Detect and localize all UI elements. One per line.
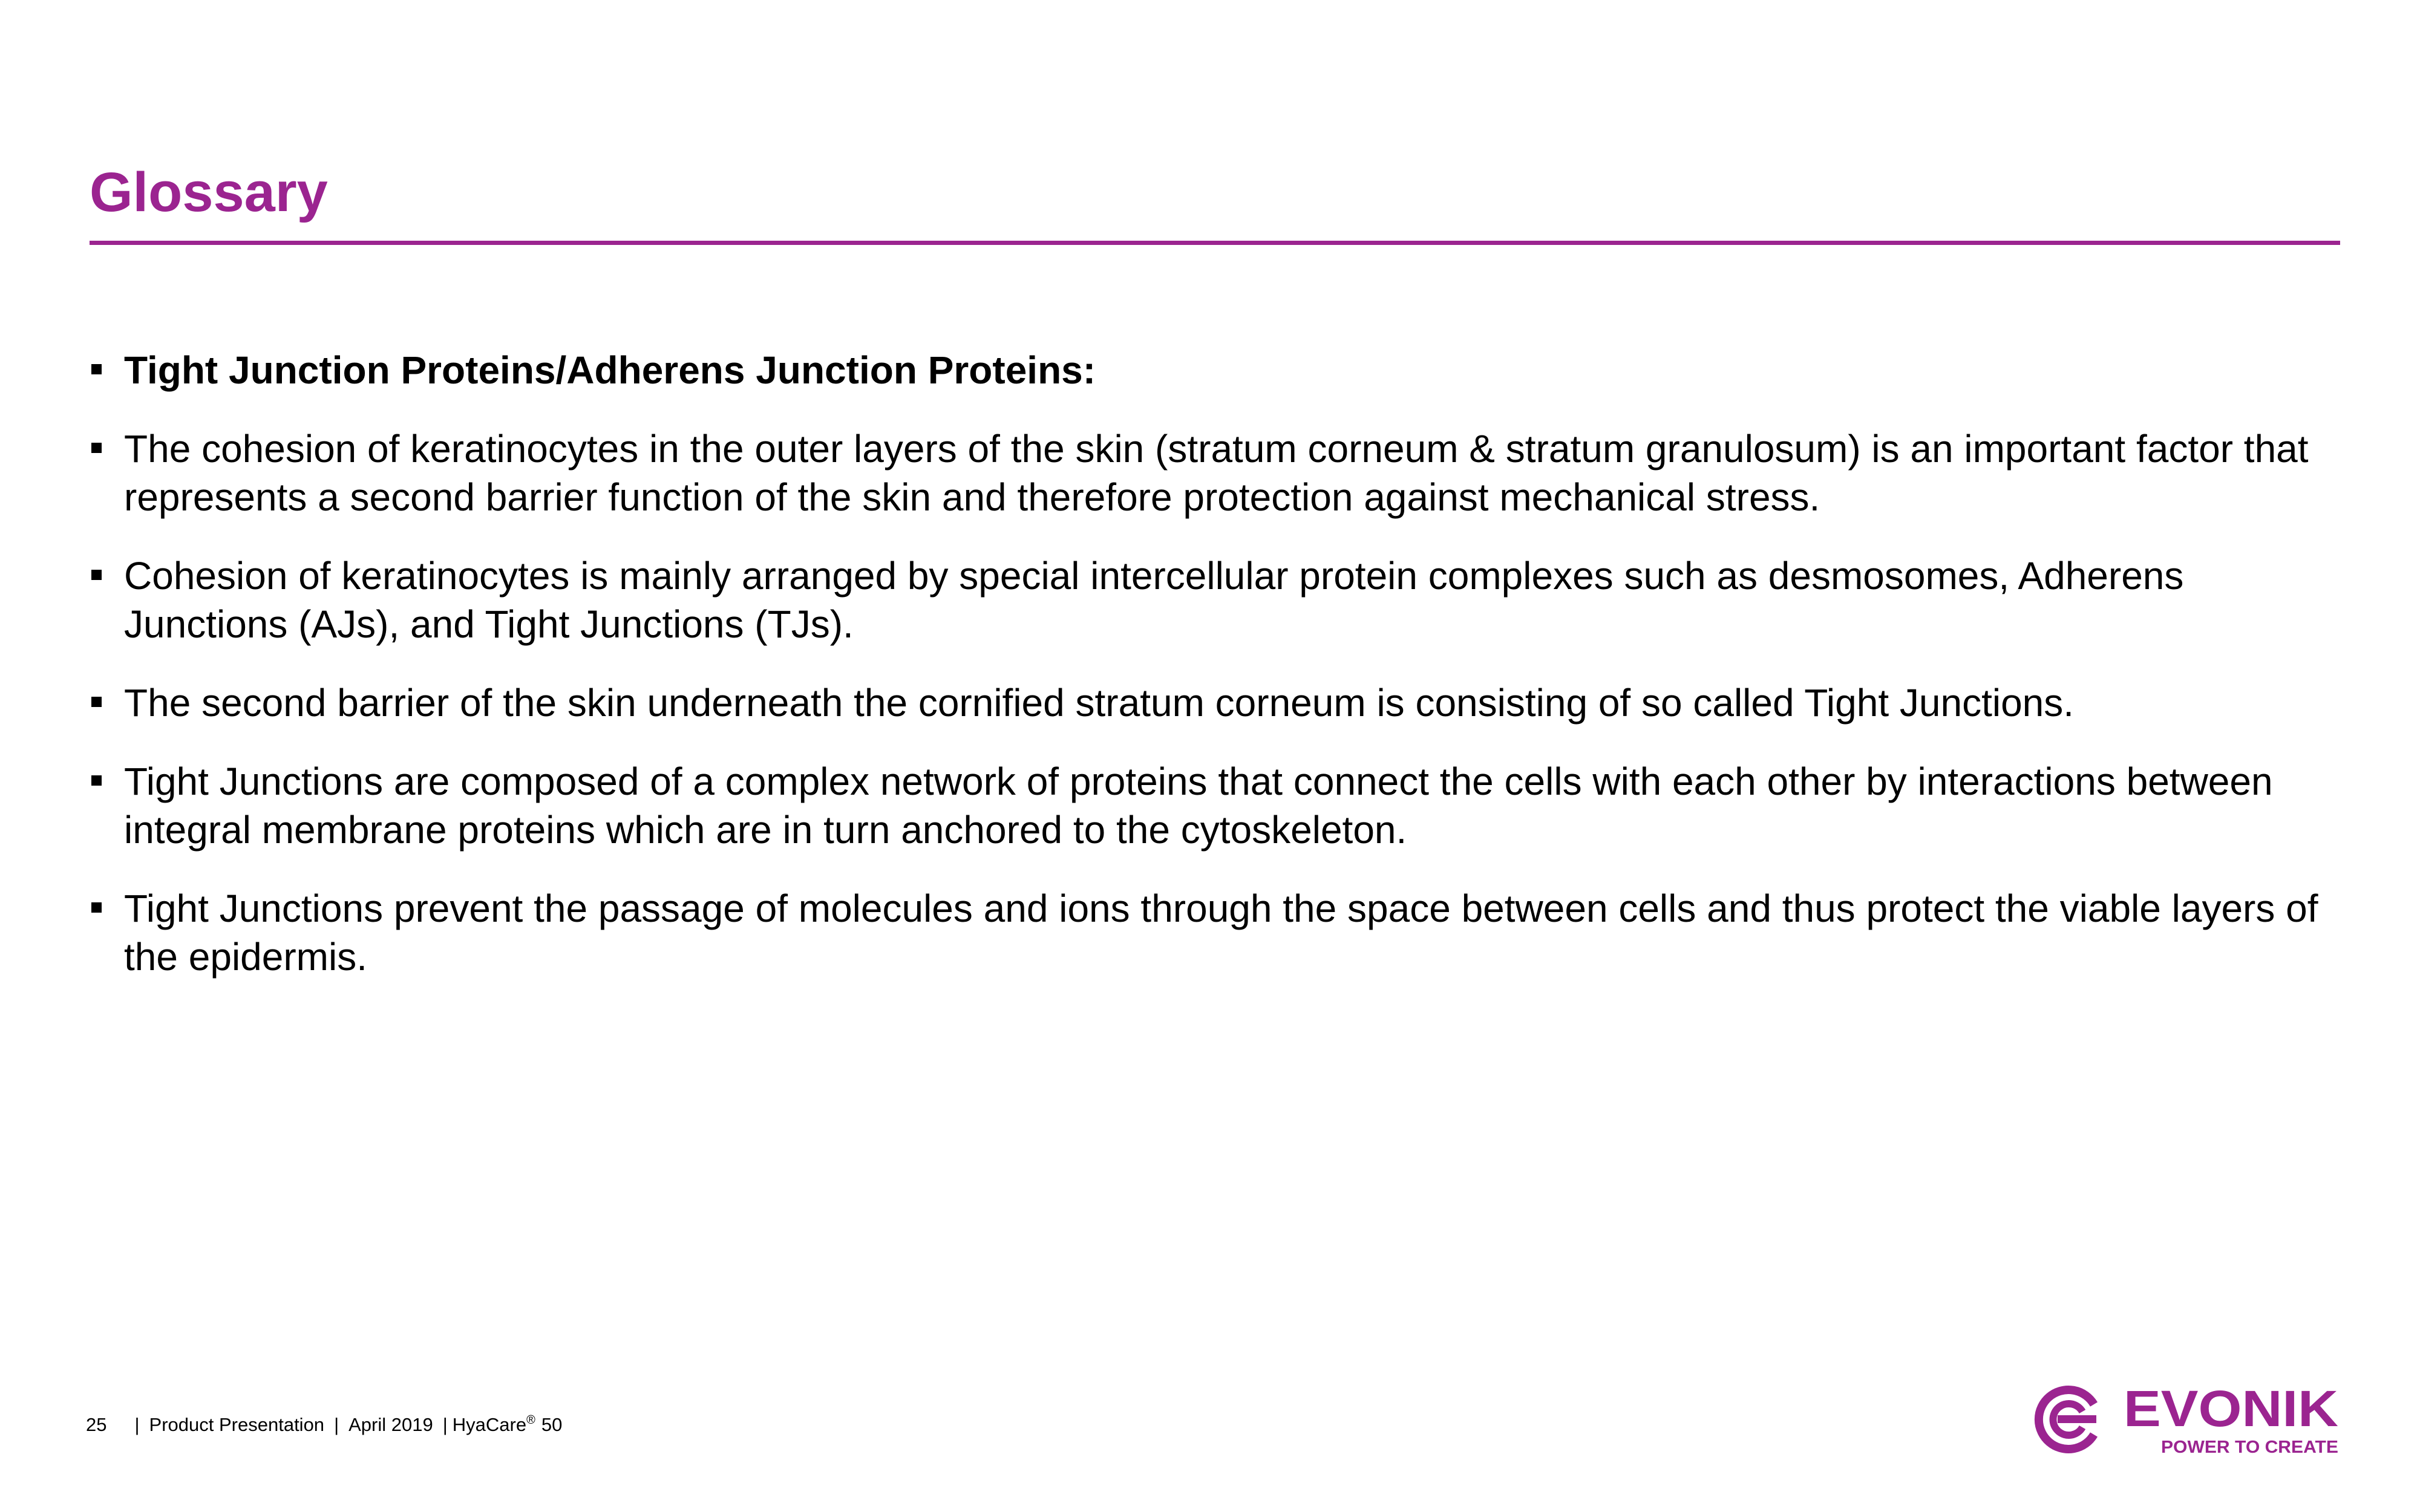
logo-tagline: POWER TO CREATE [2161,1438,2338,1457]
list-item [90,346,2340,394]
square-bullet-icon [91,443,102,453]
square-bullet-icon [91,902,102,913]
registered-mark: ® [526,1413,535,1427]
list-item [90,757,2340,854]
footer-separator: | [134,1414,140,1435]
list-item [90,425,2340,521]
footer-separator: | [442,1414,448,1435]
square-bullet-icon [91,364,102,374]
evonik-logo-icon [2039,1390,2096,1449]
page-number: 25 [86,1414,107,1435]
footer-product: HyaCare [452,1414,527,1435]
footer-product-suffix: 50 [541,1414,563,1435]
footer-date: April 2019 [348,1414,433,1435]
bullet-list [90,346,2340,1011]
bullet-text: Tight Junctions prevent the passage of molecules and ions through the space between cells and thus protect the viable layers of the epidermis. [124,887,2318,979]
bullet-text: The cohesion of keratinocytes in the outer layers of the skin (stratum corneum & stratum granulosum) is an important factor that represents a second barrier function of the skin and therefore protection against mechanical stress. [124,427,2309,519]
footer [86,1414,562,1436]
list-item [90,552,2340,648]
bullet-text: Tight Junctions are composed of a complex network of proteins that connect the cells with each other by interactions between integral membrane proteins which are in turn anchored to the cytoskeleton. [124,760,2273,852]
list-item [90,884,2340,981]
footer-presentation: Product Presentation [149,1414,325,1435]
square-bullet-icon [91,775,102,786]
bullet-text: Tight Junction Proteins/Adherens Junction Proteins: [124,348,1096,392]
logo-brand: EVONIK [2124,1380,2338,1437]
page-title: Glossary [90,161,328,223]
bullet-text: The second barrier of the skin underneath the cornified stratum corneum is consisting of so called Tight Junctions. [124,681,2075,725]
evonik-logo [2033,1380,2341,1459]
list-item [90,679,2340,727]
square-bullet-icon [91,697,102,707]
footer-separator: | [334,1414,339,1435]
bullet-text: Cohesion of keratinocytes is mainly arranged by special intercellular protein complexes such as desmosomes, Adherens Junctions (AJs), and Tight Junctions (TJs). [124,554,2184,646]
title-divider [90,241,2340,245]
square-bullet-icon [91,570,102,580]
